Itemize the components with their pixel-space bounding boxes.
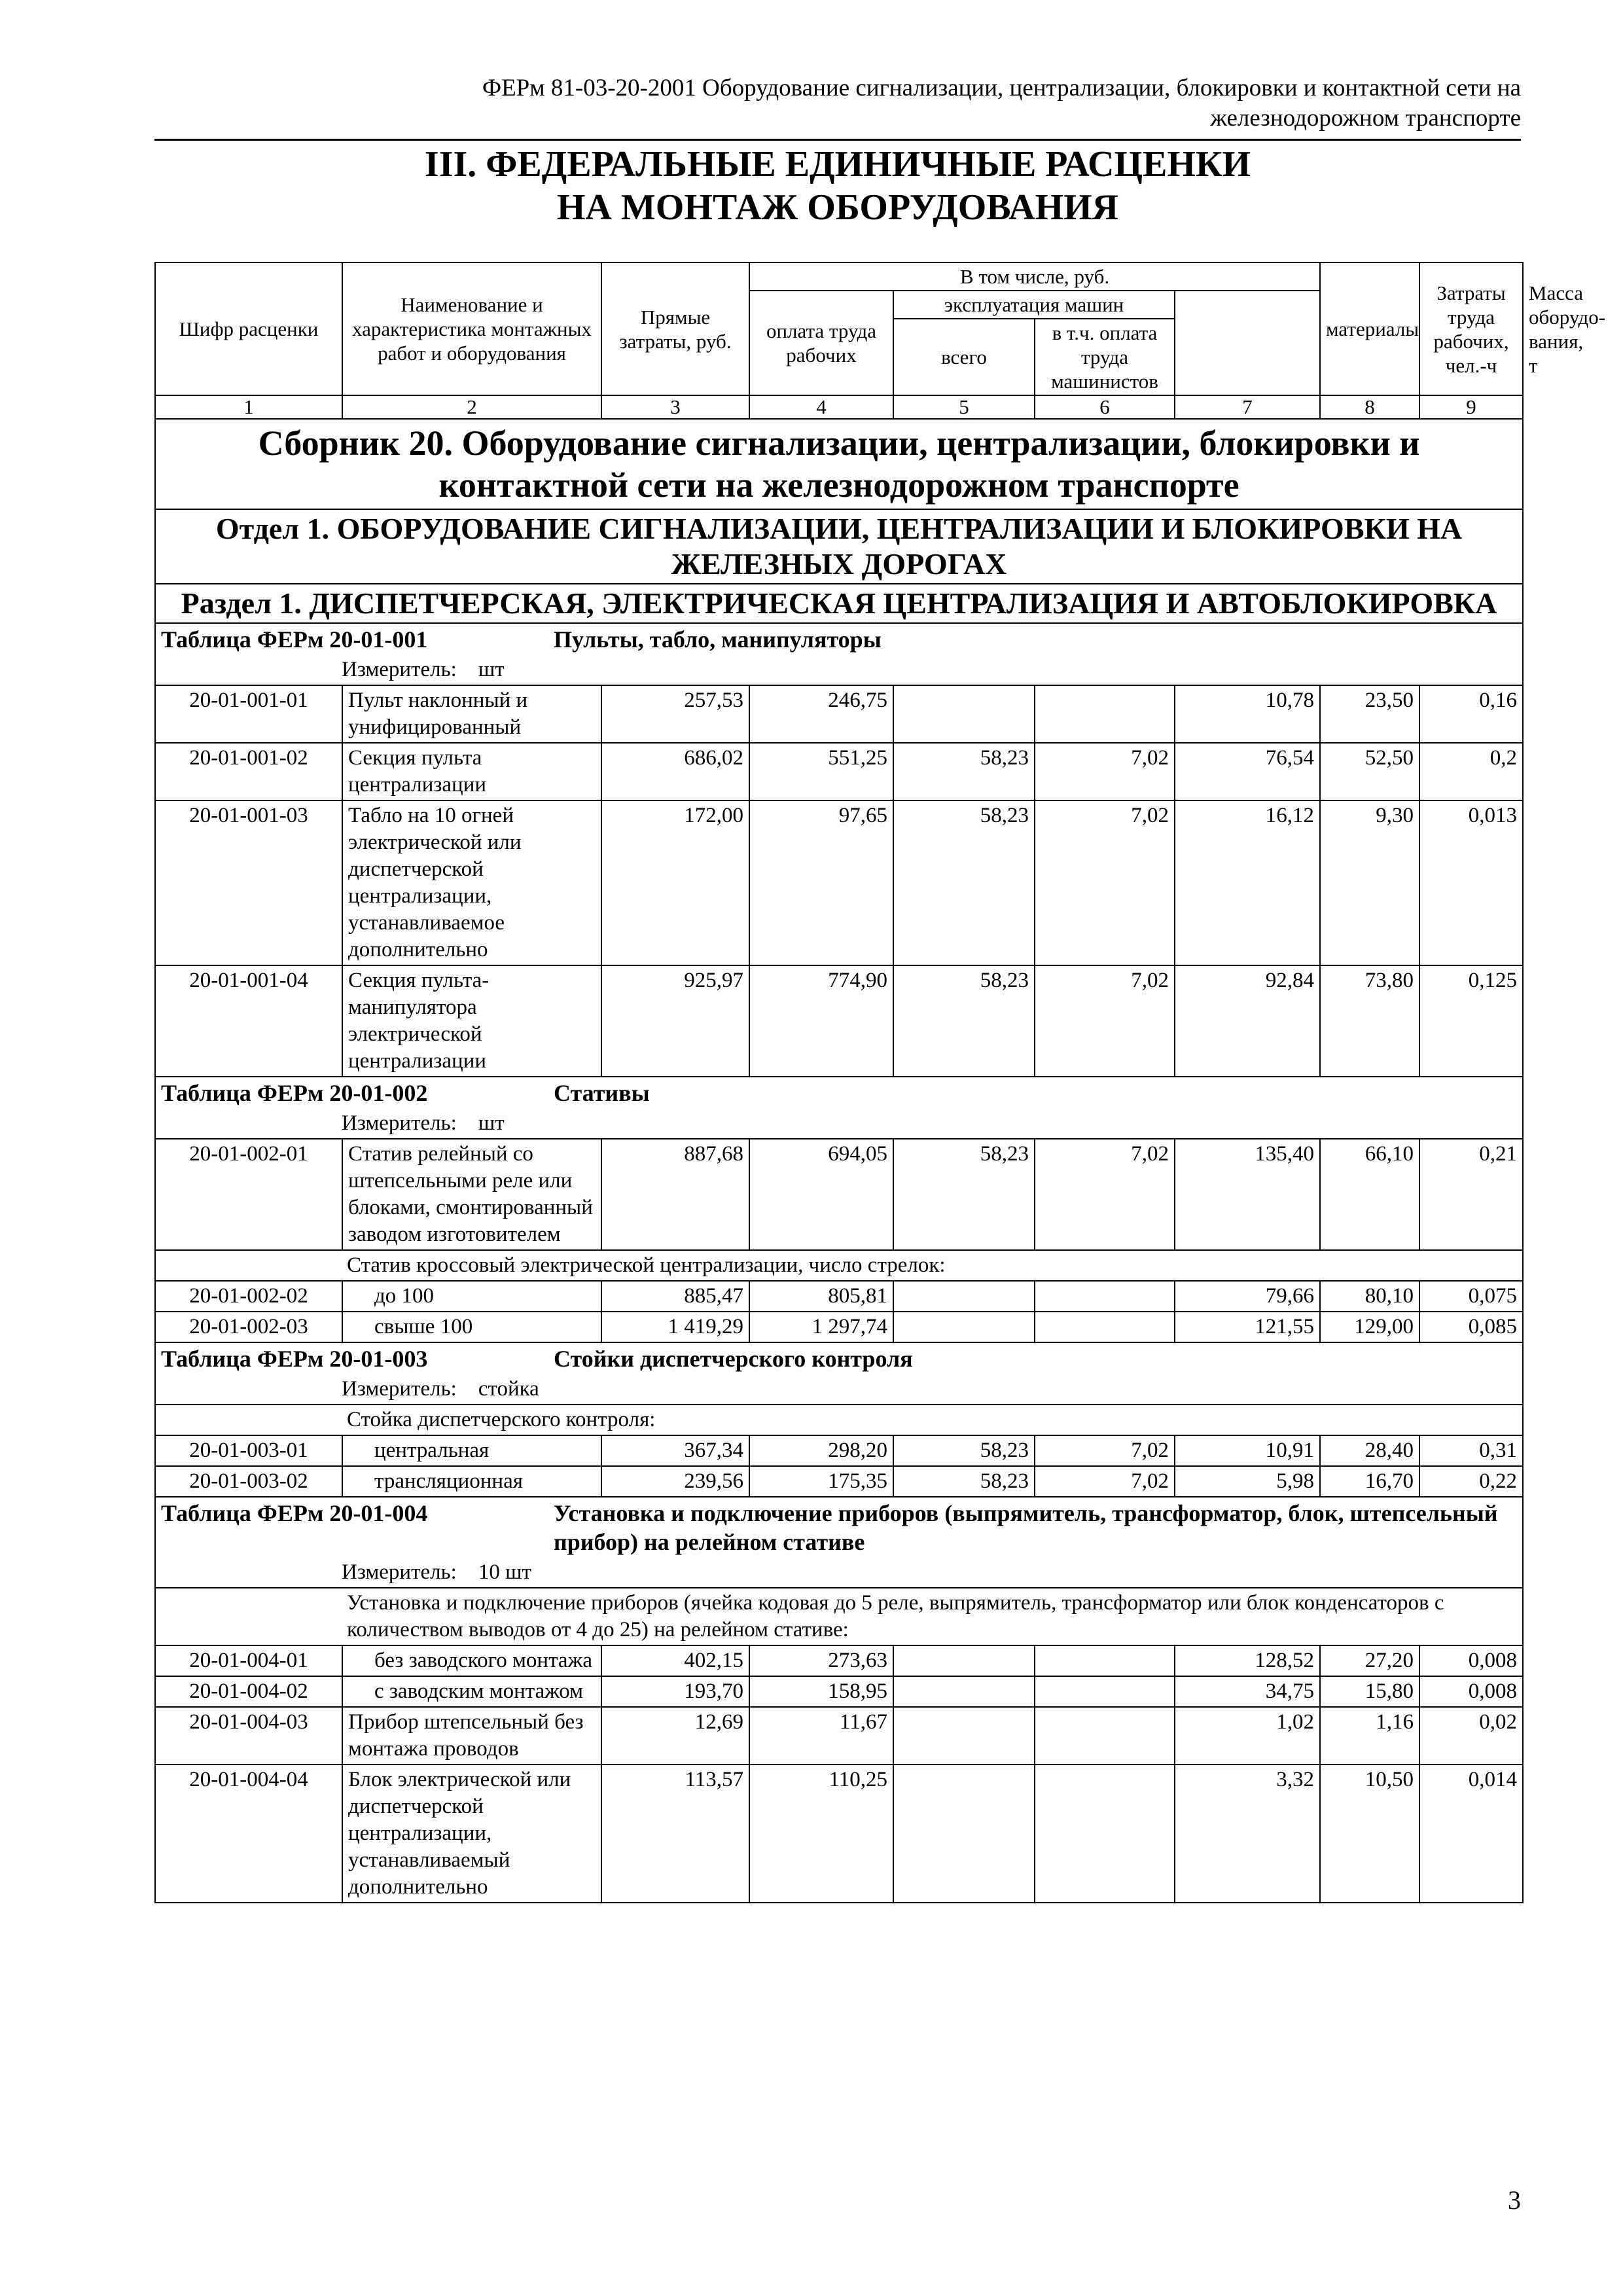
row-name: свыше 100 — [342, 1312, 601, 1342]
measure-row — [155, 1558, 1523, 1588]
col-direct: Прямые затраты, руб. — [601, 262, 749, 395]
row-pay: 110,25 — [749, 1765, 893, 1903]
row-code: 20-01-001-04 — [155, 965, 342, 1077]
row-mass: 0,22 — [1419, 1466, 1523, 1497]
group-row — [155, 1405, 1523, 1435]
row-pay: 175,35 — [749, 1466, 893, 1497]
table-row — [155, 1281, 1523, 1312]
row-direct: 367,34 — [601, 1435, 749, 1466]
row-materials: 76,54 — [1175, 743, 1320, 800]
col-number: 1 — [155, 395, 342, 419]
row-labor: 16,70 — [1320, 1466, 1419, 1497]
row-direct: 113,57 — [601, 1765, 749, 1903]
row-machinists-pay: 7,02 — [1035, 1139, 1175, 1250]
row-code: 20-01-004-03 — [155, 1707, 342, 1765]
row-direct: 686,02 — [601, 743, 749, 800]
running-header-line2: железнодорожном транспорте — [1210, 105, 1521, 132]
row-labor: 9,30 — [1320, 800, 1419, 965]
row-direct: 239,56 — [601, 1466, 749, 1497]
row-machines-total: 58,23 — [893, 1466, 1035, 1497]
row-name: Секция пульта централизации — [342, 743, 601, 800]
table-heading-wrap — [161, 1499, 1517, 1556]
row-direct: 257,53 — [601, 685, 749, 743]
sbornik-title: Сборник 20. Оборудование сигнализации, централизации, блокировки и контактной сети на железнодорожном транспорте — [155, 419, 1523, 509]
row-mass: 0,21 — [1419, 1139, 1523, 1250]
row-labor: 66,10 — [1320, 1139, 1419, 1250]
running-header-line1: ФЕРм 81-03-20-2001 Оборудование сигнализации, централизации, блокировки и контактной сети на — [482, 75, 1521, 101]
row-name: без заводского монтажа — [342, 1645, 601, 1676]
group-row — [155, 1250, 1523, 1281]
row-name: Статив релейный со штепсельными реле или блоками, смонтированный заводом изготовителем — [342, 1139, 601, 1250]
running-header — [154, 73, 1521, 134]
row-machines-total: 58,23 — [893, 1435, 1035, 1466]
table-row — [155, 1645, 1523, 1676]
page-title-line1: III. ФЕДЕРАЛЬНЫЕ ЕДИНИЧНЫЕ РАСЦЕНКИ — [424, 144, 1251, 185]
row-machinists-pay: 7,02 — [1035, 1435, 1175, 1466]
column-numbers-row — [155, 395, 1523, 419]
otdel-row — [155, 509, 1523, 584]
page-title-line2: НА МОНТАЖ ОБОРУДОВАНИЯ — [556, 187, 1119, 228]
table-heading-row — [155, 1077, 1523, 1109]
row-code: 20-01-004-04 — [155, 1765, 342, 1903]
measure: Измеритель: шт — [155, 655, 1523, 685]
row-machinists-pay — [1035, 1765, 1175, 1903]
table-heading-row — [155, 1342, 1523, 1374]
table-row — [155, 1139, 1523, 1250]
row-pay: 805,81 — [749, 1281, 893, 1312]
header-row-1: Шифр расценки Наименование и характеристика монтажных работ и оборудования Прямые затраты, руб. В том числе, руб. материалы Затраты труда рабочих, чел.-ч Масса оборудо-вания, т — [155, 262, 1523, 291]
table-code: Таблица ФЕРм 20-01-004 — [161, 1500, 428, 1526]
row-labor: 129,00 — [1320, 1312, 1419, 1342]
row-name: Секция пульта-манипулятора электрической централизации — [342, 965, 601, 1077]
row-materials: 5,98 — [1175, 1466, 1320, 1497]
table-row — [155, 1435, 1523, 1466]
col-number: 6 — [1035, 395, 1175, 419]
row-pay: 1 297,74 — [749, 1312, 893, 1342]
measure: Измеритель: 10 шт — [155, 1558, 1523, 1588]
row-code: 20-01-002-01 — [155, 1139, 342, 1250]
col-shifr: Шифр расценки — [155, 262, 342, 395]
row-materials: 3,32 — [1175, 1765, 1320, 1903]
col-number: 3 — [601, 395, 749, 419]
row-mass: 0,02 — [1419, 1707, 1523, 1765]
row-mass: 0,075 — [1419, 1281, 1523, 1312]
col-number: 9 — [1419, 395, 1523, 419]
col-total: всего — [893, 319, 1035, 395]
row-materials: 121,55 — [1175, 1312, 1320, 1342]
row-code: 20-01-003-02 — [155, 1466, 342, 1497]
razdel-title: Раздел 1. ДИСПЕТЧЕРСКАЯ, ЭЛЕКТРИЧЕСКАЯ ЦЕНТРАЛИЗАЦИЯ И АВТОБЛОКИРОВКА — [155, 584, 1523, 623]
row-code: 20-01-004-02 — [155, 1676, 342, 1707]
row-machines-total — [893, 1707, 1035, 1765]
table-heading-row — [155, 1497, 1523, 1558]
row-materials: 16,12 — [1175, 800, 1320, 965]
row-pay: 774,90 — [749, 965, 893, 1077]
row-direct: 402,15 — [601, 1645, 749, 1676]
row-machinists-pay — [1035, 1645, 1175, 1676]
row-code: 20-01-002-02 — [155, 1281, 342, 1312]
razdel-row — [155, 584, 1523, 623]
group-row — [155, 1588, 1523, 1645]
row-materials: 128,52 — [1175, 1645, 1320, 1676]
page-title — [154, 143, 1521, 229]
row-machines-total — [893, 685, 1035, 743]
row-pay: 273,63 — [749, 1645, 893, 1676]
otdel-title: Отдел 1. ОБОРУДОВАНИЕ СИГНАЛИЗАЦИИ, ЦЕНТРАЛИЗАЦИИ И БЛОКИРОВКИ НА ЖЕЛЕЗНЫХ ДОРОГАХ — [155, 509, 1523, 584]
sbornik-row — [155, 419, 1523, 509]
row-mass: 0,014 — [1419, 1765, 1523, 1903]
row-materials: 34,75 — [1175, 1676, 1320, 1707]
row-mass: 0,16 — [1419, 685, 1523, 743]
table-heading — [155, 1077, 1523, 1109]
row-direct: 885,47 — [601, 1281, 749, 1312]
table-code: Таблица ФЕРм 20-01-002 — [161, 1080, 428, 1106]
page-number: 3 — [1508, 2185, 1521, 2215]
table-row — [155, 965, 1523, 1077]
row-machinists-pay: 7,02 — [1035, 965, 1175, 1077]
col-number: 8 — [1320, 395, 1419, 419]
row-labor: 23,50 — [1320, 685, 1419, 743]
table-row — [155, 1676, 1523, 1707]
measure-row — [155, 1109, 1523, 1139]
row-pay: 694,05 — [749, 1139, 893, 1250]
group-caption: Установка и подключение приборов (ячейка кодовая до 5 реле, выпрямитель, трансформатор или блок конденсаторов с количеством выводов от 4 до 25) на релейном стативе: — [155, 1588, 1523, 1645]
row-materials: 92,84 — [1175, 965, 1320, 1077]
header-rule — [154, 139, 1521, 141]
measure-row — [155, 1374, 1523, 1405]
row-materials: 10,91 — [1175, 1435, 1320, 1466]
row-pay: 246,75 — [749, 685, 893, 743]
row-direct: 193,70 — [601, 1676, 749, 1707]
row-direct: 172,00 — [601, 800, 749, 965]
row-machines-total — [893, 1765, 1035, 1903]
row-direct: 12,69 — [601, 1707, 749, 1765]
row-machinists-pay — [1035, 1707, 1175, 1765]
group-caption: Стойка диспетчерского контроля: — [155, 1405, 1523, 1435]
table-row — [155, 743, 1523, 800]
row-direct: 887,68 — [601, 1139, 749, 1250]
col-incl: В том числе, руб. — [749, 262, 1320, 291]
row-name: Табло на 10 огней электрической или диспетчерской централизации, устанавливаемое дополнительно — [342, 800, 601, 965]
row-mass: 0,008 — [1419, 1676, 1523, 1707]
row-name: Пульт наклонный и унифицированный — [342, 685, 601, 743]
row-machinists-pay — [1035, 685, 1175, 743]
row-mass: 0,013 — [1419, 800, 1523, 965]
table-row — [155, 685, 1523, 743]
col-number: 5 — [893, 395, 1035, 419]
row-mass: 0,085 — [1419, 1312, 1523, 1342]
price-table — [154, 262, 1606, 1903]
row-machinists-pay: 7,02 — [1035, 743, 1175, 800]
col-labor: Затраты труда рабочих, чел.-ч — [1419, 262, 1523, 395]
row-labor: 15,80 — [1320, 1676, 1419, 1707]
row-code: 20-01-004-01 — [155, 1645, 342, 1676]
col-number: 7 — [1175, 395, 1320, 419]
row-materials: 79,66 — [1175, 1281, 1320, 1312]
table-heading-wrap — [161, 1079, 1517, 1107]
measure-row — [155, 655, 1523, 685]
row-direct: 1 419,29 — [601, 1312, 749, 1342]
table-heading-row — [155, 623, 1523, 655]
table-code: Таблица ФЕРм 20-01-003 — [161, 1346, 428, 1372]
row-pay: 158,95 — [749, 1676, 893, 1707]
row-machinists-pay — [1035, 1676, 1175, 1707]
col-pay: оплата труда рабочих — [749, 291, 893, 395]
row-machinists-pay — [1035, 1312, 1175, 1342]
row-pay: 11,67 — [749, 1707, 893, 1765]
table-name: Установка и подключение приборов (выпрямитель, трансформатор, блок, штепсельный прибор) на релейном стативе — [554, 1500, 1498, 1555]
row-labor: 10,50 — [1320, 1765, 1419, 1903]
row-machines-total — [893, 1281, 1035, 1312]
row-machines-total: 58,23 — [893, 743, 1035, 800]
table-name: Стойки диспетчерского контроля — [554, 1346, 913, 1372]
measure: Измеритель: шт — [155, 1109, 1523, 1139]
row-pay: 298,20 — [749, 1435, 893, 1466]
table-heading-wrap — [161, 625, 1517, 654]
col-name: Наименование и характеристика монтажных работ и оборудования — [342, 262, 601, 395]
row-code: 20-01-001-01 — [155, 685, 342, 743]
row-name: трансляционная — [342, 1466, 601, 1497]
row-name: Прибор штепсельный без монтажа проводов — [342, 1707, 601, 1765]
row-code: 20-01-003-01 — [155, 1435, 342, 1466]
row-pay: 551,25 — [749, 743, 893, 800]
row-code: 20-01-002-03 — [155, 1312, 342, 1342]
table-heading — [155, 1342, 1523, 1374]
row-name: с заводским монтажом — [342, 1676, 601, 1707]
col-number: 2 — [342, 395, 601, 419]
table-row — [155, 800, 1523, 965]
row-mass: 0,008 — [1419, 1645, 1523, 1676]
row-materials: 135,40 — [1175, 1139, 1320, 1250]
table-heading-wrap — [161, 1344, 1517, 1373]
table-heading — [155, 1497, 1523, 1558]
row-labor: 1,16 — [1320, 1707, 1419, 1765]
row-machinists-pay: 7,02 — [1035, 800, 1175, 965]
table-row — [155, 1312, 1523, 1342]
row-labor: 80,10 — [1320, 1281, 1419, 1312]
group-caption: Статив кроссовый электрической централизации, число стрелок: — [155, 1250, 1523, 1281]
table-code: Таблица ФЕРм 20-01-001 — [161, 626, 428, 653]
row-code: 20-01-001-02 — [155, 743, 342, 800]
table-heading — [155, 623, 1523, 655]
row-machines-total — [893, 1645, 1035, 1676]
row-labor: 52,50 — [1320, 743, 1419, 800]
table-row — [155, 1707, 1523, 1765]
row-labor: 27,20 — [1320, 1645, 1419, 1676]
row-mass: 0,31 — [1419, 1435, 1523, 1466]
measure: Измеритель: стойка — [155, 1374, 1523, 1405]
row-code: 20-01-001-03 — [155, 800, 342, 965]
row-name: центральная — [342, 1435, 601, 1466]
col-incl-pay: в т.ч. оплата труда машинистов — [1035, 319, 1175, 395]
row-machines-total: 58,23 — [893, 1139, 1035, 1250]
table-name: Пульты, табло, манипуляторы — [554, 626, 882, 653]
row-labor: 28,40 — [1320, 1435, 1419, 1466]
row-pay: 97,65 — [749, 800, 893, 965]
table-row — [155, 1765, 1523, 1903]
row-name: до 100 — [342, 1281, 601, 1312]
row-mass: 0,2 — [1419, 743, 1523, 800]
row-machines-total — [893, 1312, 1035, 1342]
row-machinists-pay — [1035, 1281, 1175, 1312]
row-direct: 925,97 — [601, 965, 749, 1077]
table-name: Стативы — [554, 1080, 650, 1106]
col-machines: эксплуатация машин — [893, 291, 1175, 319]
col-materials: материалы — [1320, 262, 1419, 395]
row-name: Блок электрической или диспетчерской централизации, устанавливаемый дополнительно — [342, 1765, 601, 1903]
table-row — [155, 1466, 1523, 1497]
row-machines-total: 58,23 — [893, 965, 1035, 1077]
row-machinists-pay: 7,02 — [1035, 1466, 1175, 1497]
row-materials: 10,78 — [1175, 685, 1320, 743]
row-materials: 1,02 — [1175, 1707, 1320, 1765]
row-mass: 0,125 — [1419, 965, 1523, 1077]
col-number: 4 — [749, 395, 893, 419]
row-machines-total — [893, 1676, 1035, 1707]
row-machines-total: 58,23 — [893, 800, 1035, 965]
row-labor: 73,80 — [1320, 965, 1419, 1077]
